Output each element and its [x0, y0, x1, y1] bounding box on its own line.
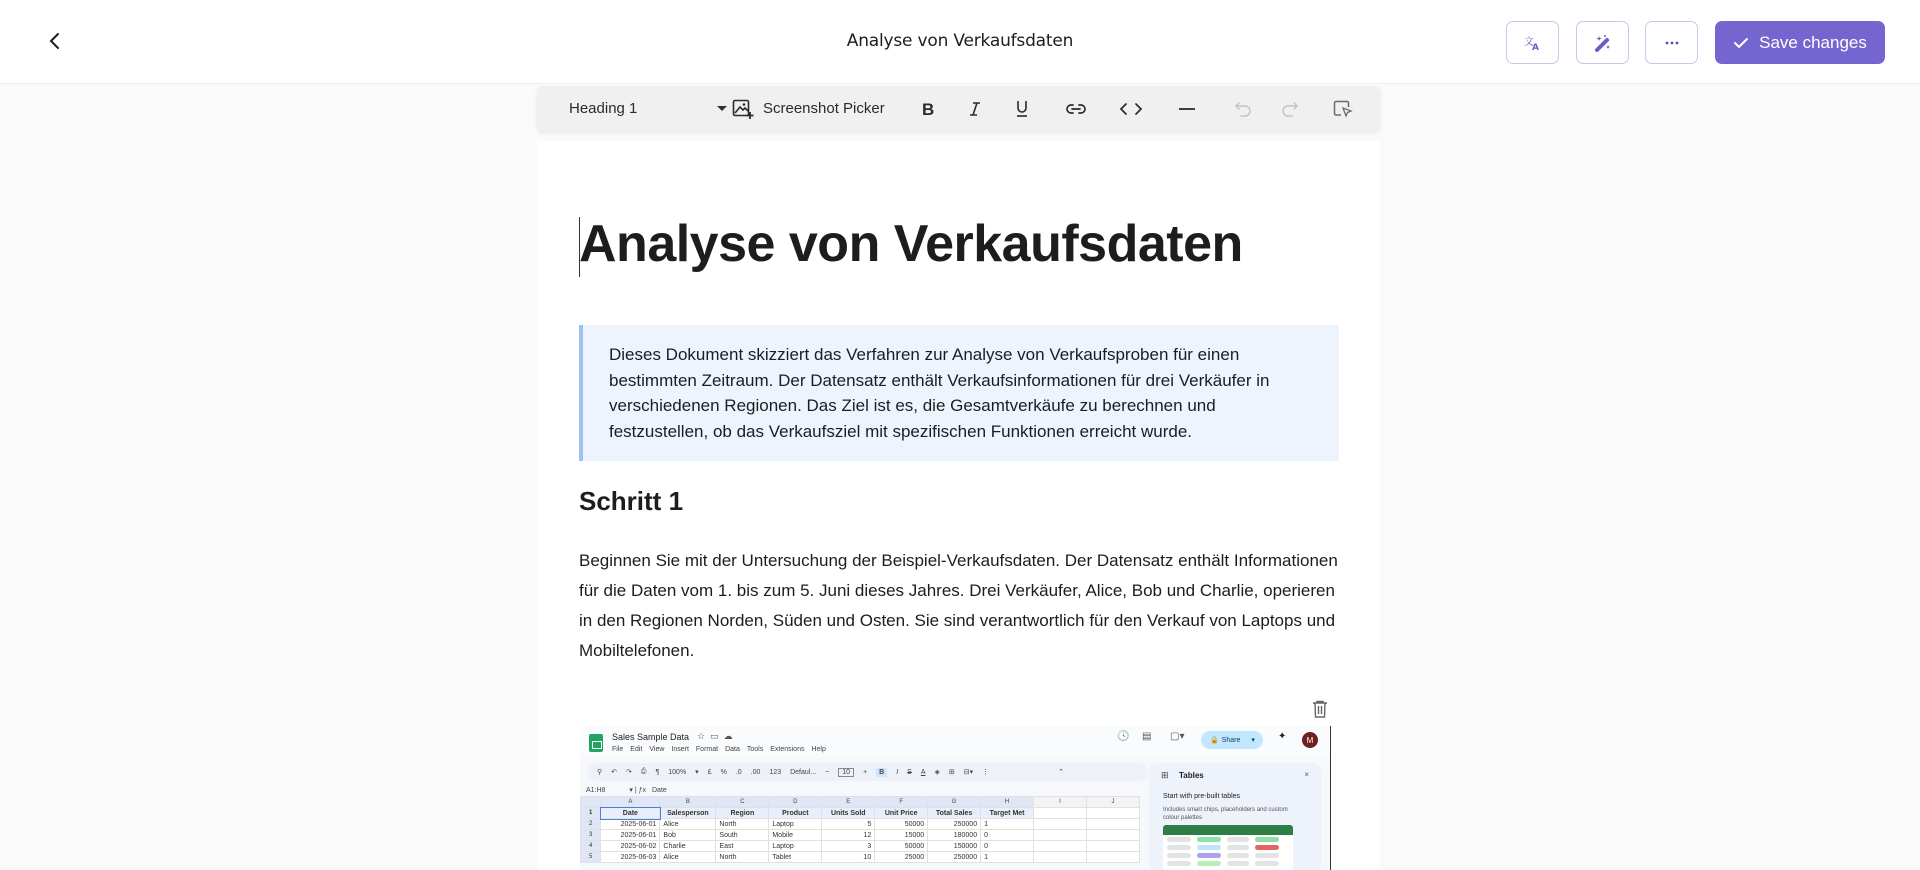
redo-button[interactable]	[1274, 94, 1306, 124]
translate-button[interactable]	[1506, 21, 1559, 64]
cell	[1034, 830, 1087, 841]
print-icon: ⎙	[640, 768, 647, 775]
cell: 2025-06-01	[601, 830, 660, 841]
bold-button[interactable]	[912, 94, 944, 124]
cell: Salesperson	[660, 808, 716, 819]
menu-format: Format	[695, 746, 719, 753]
zoom-caret-icon: ▾	[695, 769, 699, 776]
top-bar	[0, 0, 1920, 84]
cell: 5	[822, 819, 875, 830]
cell	[1086, 852, 1139, 863]
ai-magic-button[interactable]	[1576, 21, 1629, 64]
bold-icon: B	[876, 768, 887, 777]
decrease-decimal: .0	[735, 768, 742, 776]
sheets-header	[580, 726, 1331, 758]
cell: Total Sales	[928, 808, 981, 819]
redo-icon	[1281, 101, 1299, 117]
check-icon	[1733, 37, 1749, 49]
zoom-level: 100%	[668, 768, 687, 776]
lock-icon: 🔒	[1210, 737, 1219, 744]
menu-view: View	[649, 746, 665, 753]
undo-icon: ↶	[611, 769, 618, 776]
save-changes-button[interactable]	[1715, 21, 1885, 64]
row-number: 4	[581, 841, 601, 852]
more-options-button[interactable]	[1645, 21, 1698, 64]
step-heading[interactable]: Schritt 1	[579, 486, 684, 516]
corner-cell	[581, 797, 601, 808]
underline-button[interactable]	[1006, 94, 1038, 124]
tables-side-panel	[1149, 763, 1321, 870]
cell: East	[716, 841, 769, 852]
magic-wand-icon	[1593, 33, 1613, 53]
share-button	[1201, 731, 1263, 749]
formula-bar	[586, 786, 667, 794]
cell: Units Sold	[822, 808, 875, 819]
menu-tools: Tools	[746, 746, 764, 753]
plus-icon: +	[863, 768, 868, 776]
svg-text:A: A	[1531, 42, 1539, 51]
cell: 15000	[875, 830, 928, 841]
menu-insert: Insert	[671, 746, 689, 753]
italic-icon: I	[896, 768, 899, 776]
cell: 1	[981, 819, 1034, 830]
svg-text:B: B	[922, 101, 935, 117]
cell: Laptop	[769, 819, 822, 830]
formula-value: Date	[652, 787, 667, 794]
cell	[1034, 808, 1087, 819]
menu-help: Help	[811, 746, 826, 753]
gemini-sparkle-icon: ✦	[1278, 731, 1287, 742]
panel-subtext: Includes smart chips, placeholders and custom colour palettes	[1163, 807, 1288, 821]
cell	[1034, 852, 1087, 863]
avatar: M	[1302, 732, 1318, 748]
link-button[interactable]	[1060, 94, 1092, 124]
cell: Alice	[660, 819, 716, 830]
panel-title: Tables	[1179, 771, 1204, 780]
fill-color-icon: ◈	[934, 769, 940, 776]
cell: Date	[601, 808, 660, 819]
search-icon: ⚲	[597, 769, 603, 776]
col-header: J	[1086, 797, 1139, 808]
increase-decimal: .00	[750, 768, 761, 776]
merge-icon: ⊟▾	[963, 769, 974, 776]
col-header: F	[875, 797, 928, 808]
table-row	[581, 841, 1140, 852]
table-template-preview	[1163, 825, 1293, 870]
menu-file: File	[612, 746, 624, 753]
translate-icon	[1524, 35, 1542, 51]
sheets-menu	[612, 746, 826, 753]
cell: 2025-06-02	[601, 841, 660, 852]
cell: Mobile	[769, 830, 822, 841]
cell: 25000	[875, 852, 928, 863]
sheet-name: Sales Sample Data	[612, 732, 690, 742]
cell: 0	[981, 841, 1034, 852]
italic-button[interactable]	[959, 94, 991, 124]
code-icon	[1120, 102, 1142, 116]
currency-format: £	[707, 768, 712, 776]
underline-icon	[1015, 100, 1029, 118]
image-add-icon	[732, 99, 754, 119]
history-icon: 🕓	[1117, 731, 1130, 742]
cell: Alice	[660, 852, 716, 863]
col-header: C	[716, 797, 769, 808]
block-style-value: Heading 1	[569, 100, 638, 117]
cell: 10	[822, 852, 875, 863]
cell: 50000	[875, 841, 928, 852]
cell: Charlie	[660, 841, 716, 852]
select-cursor-icon	[1333, 100, 1353, 118]
col-header: H	[981, 797, 1034, 808]
minus-icon: −	[825, 768, 830, 776]
cell: Target Met	[981, 808, 1034, 819]
cell: North	[716, 852, 769, 863]
bold-icon	[921, 101, 935, 117]
undo-icon	[1234, 101, 1252, 117]
col-header: B	[660, 797, 716, 808]
undo-button[interactable]	[1227, 94, 1259, 124]
more-vertical-icon: ⋮	[982, 769, 990, 776]
table-row	[581, 830, 1140, 841]
italic-icon	[968, 101, 982, 117]
comment-icon: ▤	[1142, 731, 1152, 742]
menu-edit: Edit	[630, 746, 643, 753]
sheets-logo-icon	[589, 734, 603, 752]
col-header: E	[822, 797, 875, 808]
star-folder-cloud-icons: ☆▭☁	[697, 731, 738, 741]
cell	[1086, 830, 1139, 841]
cell: 150000	[928, 841, 981, 852]
cell	[1034, 841, 1087, 852]
horizontal-rule-button[interactable]	[1171, 94, 1203, 124]
link-icon	[1065, 103, 1087, 115]
cell	[1034, 819, 1087, 830]
cell: 12	[822, 830, 875, 841]
table-row	[581, 852, 1140, 863]
fx-icon: ▾ | ƒx	[629, 787, 647, 794]
cell	[1086, 808, 1139, 819]
font-select: Defaul...	[790, 768, 817, 776]
col-header: D	[769, 797, 822, 808]
cell: North	[716, 819, 769, 830]
col-header: A	[601, 797, 660, 808]
code-button[interactable]	[1115, 94, 1147, 124]
cell: Product	[769, 808, 822, 819]
table-icon: ⊞	[1161, 770, 1169, 780]
cell: 3	[822, 841, 875, 852]
document-title: Analyse von Verkaufsdaten	[846, 31, 1074, 51]
sheets-toolbar	[588, 763, 1148, 781]
col-header: G	[928, 797, 981, 808]
row-number: 2	[581, 819, 601, 830]
cell: South	[716, 830, 769, 841]
block-style-dropdown[interactable]	[569, 86, 709, 131]
cell: 2025-06-01	[601, 819, 660, 830]
document-page[interactable]	[537, 141, 1380, 870]
cell: 250000	[928, 852, 981, 863]
save-label: Save changes	[1759, 32, 1867, 52]
collapse-icon: ⌃	[1058, 769, 1065, 776]
formatting-toolbar	[537, 86, 1380, 131]
horizontal-rule-icon	[1178, 107, 1196, 111]
cell: Unit Price	[875, 808, 928, 819]
more-horizontal-icon	[1664, 41, 1680, 45]
document-heading[interactable]: Analyse von Verkaufsdaten	[579, 215, 1243, 273]
menu-extensions: Extensions	[770, 746, 805, 753]
cell: Region	[716, 808, 769, 819]
share-label: Share	[1221, 736, 1241, 744]
borders-icon: ⊞	[948, 769, 955, 776]
cell: Tablet	[769, 852, 822, 863]
meet-icon: ▢▾	[1170, 731, 1185, 742]
redo-icon: ↷	[626, 769, 632, 776]
row-number: 3	[581, 830, 601, 841]
paint-format-icon: ¶	[655, 768, 660, 776]
table-row	[581, 808, 1140, 819]
share-caret-icon: ▾	[1251, 737, 1255, 744]
row-number: 5	[581, 852, 601, 863]
close-icon: ×	[1304, 770, 1309, 779]
screenshot-picker-button[interactable]	[732, 86, 885, 131]
cell: 2025-06-03	[601, 852, 660, 863]
col-header: I	[1034, 797, 1087, 808]
table-row	[581, 819, 1140, 830]
name-box: A1:H8	[586, 787, 606, 794]
svg-text:文: 文	[1523, 36, 1534, 48]
cell: 180000	[928, 830, 981, 841]
cell: 0	[981, 830, 1034, 841]
font-size: 10	[838, 768, 854, 777]
percent-format: %	[720, 768, 727, 776]
strikethrough-icon: S	[907, 768, 912, 776]
cell: 1	[981, 852, 1034, 863]
text-color-icon: A	[920, 768, 926, 776]
cell: 250000	[928, 819, 981, 830]
select-element-button[interactable]	[1327, 94, 1359, 124]
row-number: 1	[581, 808, 601, 819]
cell: Bob	[660, 830, 716, 841]
cell	[1086, 819, 1139, 830]
embedded-screenshot[interactable]	[580, 726, 1331, 870]
step-paragraph[interactable]: Beginnen Sie mit der Untersuchung der Beispiel-Verkaufsdaten. Der Datensatz enthält Informationen für die Daten vom 1. bis zum 5. Juni dieses Jahres. Drei Verkäufer, Alice, Bob und Charlie, operieren in den Regionen Norden, Süden und Osten. Sie sind verantwortlich für den Verkauf von Laptops und Mobiltelefonen.	[579, 551, 1338, 660]
trash-icon	[1312, 700, 1328, 718]
number-format: 123	[769, 768, 782, 776]
cell	[1086, 841, 1139, 852]
callout-block[interactable]: Dieses Dokument skizziert das Verfahren zur Analyse von Verkaufsproben für einen bestimmten Zeitraum. Der Datensatz enthält Verkaufsinformationen für drei Verkäufer in verschiedenen Regionen. Das Ziel ist es, die Gesamtverkäufe zu berechnen und festzustellen, ob das Verkaufsziel mit spezifischen Funktionen erreicht wurde.	[579, 325, 1339, 461]
panel-heading: Start with pre-built tables	[1163, 793, 1241, 800]
caret-down-icon	[717, 106, 727, 111]
delete-image-button[interactable]	[1309, 697, 1331, 721]
screenshot-picker-label: Screenshot Picker	[763, 100, 885, 117]
spreadsheet-grid	[580, 796, 1140, 863]
cell: Laptop	[769, 841, 822, 852]
cell: 50000	[875, 819, 928, 830]
menu-data: Data	[725, 746, 740, 753]
